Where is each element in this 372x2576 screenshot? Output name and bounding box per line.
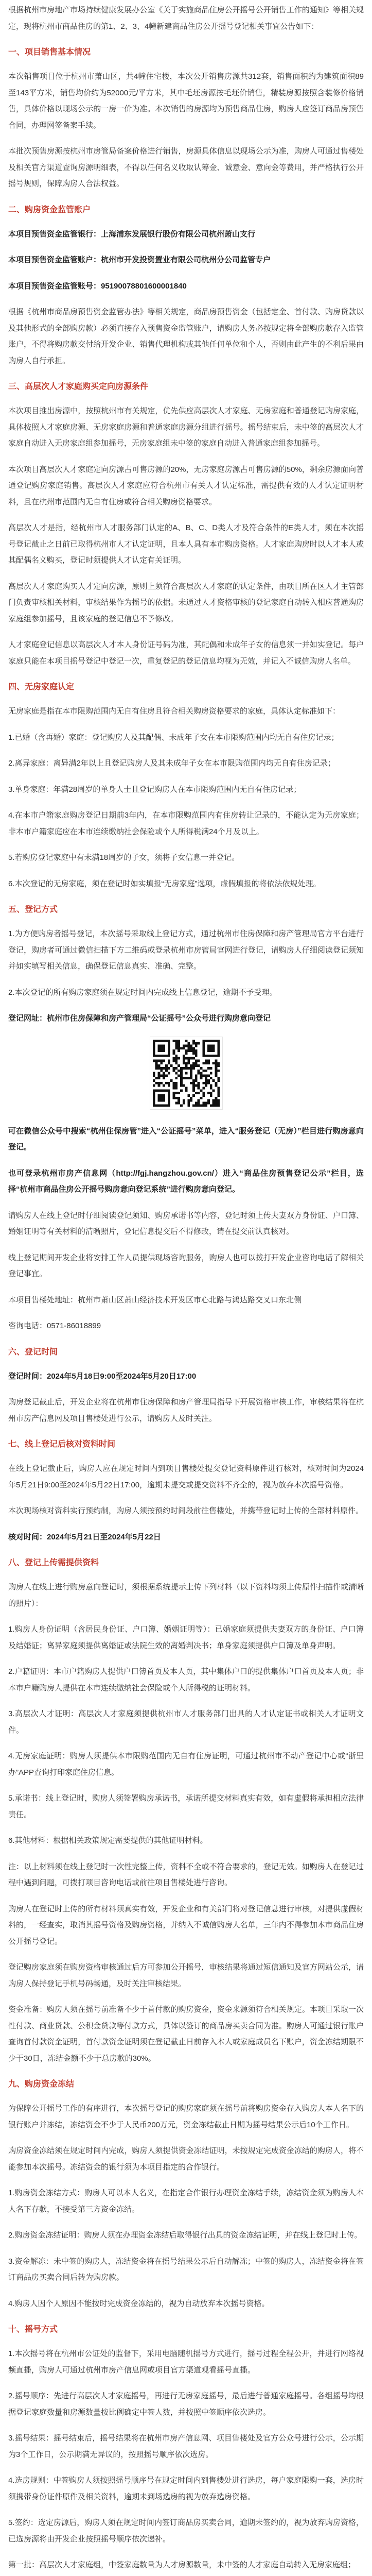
highlight-paragraph: 也可登录杭州市房产信息网（http://fgj.hangzhou.gov.cn/）进入“商品住房预售登记公示”栏目，选择“杭州市商品住房公开摇号购房意向登记系统”进行购房意向登记。	[8, 1168, 364, 1194]
body-paragraph: 6.本次登记的无房家庭，须在登记时如实填报“无房家庭”选项，虚假填报的将依法依规处理。	[8, 879, 321, 888]
highlight-paragraph: 本项目预售资金监管账户：杭州市开发投资置业有限公司杭州分公司监管专户	[8, 256, 271, 264]
body-paragraph: 本批次预售房源按杭州市房管局备案价格进行销售，房源具体信息以现场公示为准，购房人可通过售楼处及相关官方渠道查询房源明细表，不得以任何名义收取认筹金、诚意金、意向金等费用，并严格执行公开摇号规则，保障购房人合法权益。	[8, 147, 364, 188]
body-paragraph: 1.为方便购房者摇号登记，本次摇号采取线上登记方式，通过杭州市住房保障和房产管理局官方平台进行登记，购房者可通过微信扫描下方二维码或登录杭州市房管局官网进行登记，请购房人仔细阅读登记须知并如实填写相关信息，确保登记信息真实、准确、完整。	[8, 929, 364, 971]
section-heading: 二、购房资金监管账户	[8, 205, 91, 214]
body-paragraph: 本次项目推出房源中，按照杭州市有关规定，优先供应高层次人才家庭、无房家庭和普通登记购房家庭，具体按照人才家庭房源、无房家庭房源和普通家庭房源分组进行摇号。摇号结束后，未中签的高层次人才家庭自动进入无房家庭组参加摇号，无房家庭组未中签的家庭自动进入普通家庭组参加摇号。	[8, 406, 364, 448]
body-paragraph: 4.选房规则：中签购房人须按照摇号顺序号在规定时间内到售楼处进行选房，每户家庭限购一套，选房时须携带身份证件原件及相关资料，逾期未到场选房的视为放弃选房资格。	[8, 2476, 364, 2501]
section-heading: 三、高层次人才家庭购买定向房源条件	[8, 382, 149, 391]
body-paragraph: 购房人在线上进行购房意向登记时，须根据系统提示上传下列材料（以下资料均须上传原件扫描件或清晰的照片）：	[8, 1583, 364, 1608]
body-paragraph: 1.购房人身份证明（含居民身份证、户口簿、婚姻证明等）：已婚家庭须提供夫妻双方的身份证、户口簿及结婚证；离异家庭须提供离婚证或法院生效的离婚判决书；单身家庭须提供户口簿及单身声明。	[8, 1625, 364, 1650]
body-paragraph: 5.若购房登记家庭中有未满18周岁的子女，须将子女信息一并登记。	[8, 853, 240, 862]
body-paragraph: 2.离异家庭：离异满2年以上且登记购房人及其未成年子女在本市限购范围内均无自有住房记录；	[8, 759, 335, 768]
body-paragraph: 2.购房资金冻结证明：购房人须在办理资金冻结后取得银行出具的资金冻结证明，并在线上登记时上传。	[8, 2231, 362, 2240]
body-paragraph: 根据杭州市房地产市场持续健康发展办公室《关于实施商品住房公开摇号公开销售工作的通知》等相关规定，现将杭州市商品住房的第1、2、3、4幢新建商品住房公开摇号登记相关事宜公告如下：	[8, 6, 364, 31]
body-paragraph: 6.其他材料：根据相关政策规定需要提供的其他证明材料。	[8, 1836, 208, 1845]
body-paragraph: 2.本次登记的所有购房家庭须在规定时间内完成线上信息登记，逾期不予受理。	[8, 988, 277, 997]
body-paragraph: 1.购房资金冻结方式：购房人可以本人名义，在指定合作银行办理资金冻结手续，冻结资金须为购房人本人名下存款，不接受第三方资金冻结。	[8, 2189, 364, 2214]
body-paragraph: 根据《杭州市商品房预售资金监管办法》等相关规定，商品房预售资金（包括定金、首付款、购房贷款以及其他形式的全部购房款）必须直接存入预售资金监管账户，请购房人务必按规定将全部购房款存入监管账户，不得将购房款交付给开发企业、销售代理机构或其他任何单位和个人，否则由此产生的不利后果由购房人自行承担。	[8, 308, 364, 365]
body-paragraph: 本次现场核对资料实行预约制，购房人须按预约时间段前往售楼处，并携带登记时上传的全部材料原件。	[8, 1506, 364, 1515]
section-heading: 八、登记上传需提供资料	[8, 1558, 99, 1567]
highlight-paragraph: 登记时间：2024年5月18日9:00至2024年5月20日17:00	[8, 1371, 197, 1381]
highlight-paragraph: 登记网址：杭州市住房保障和房产管理局“公证摇号”公众号进行购房意向登记	[8, 1014, 271, 1023]
body-paragraph: 3.单身家庭：年满28周岁的单身人士且登记购房人在本市限购范围内无自有住房记录；	[8, 785, 302, 794]
body-paragraph: 5.承诺书：线上登记时，购房人须签署购房承诺书，承诺所提交材料真实有效，如有虚假将承担相应法律责任。	[8, 1794, 364, 1819]
body-paragraph: 资金准备：购房人须在摇号前准备不少于首付款的购房资金，资金来源须符合相关规定。本项目采取一次性付款、商业贷款、公积金贷款等付款方式，具体以签订的商品房买卖合同为准。购房人可通过银行账户查询首付款资金证明，首付款资金证明须在登记截止日前存入本人或家庭成员名下账户，资金冻结期限不少于30日，冻结金额不少于总房款的30%。	[8, 2005, 364, 2063]
section-heading: 九、购房资金冻结	[8, 2080, 75, 2089]
highlight-paragraph: 核对时间：2024年5月21日至2024年5月22日	[8, 1532, 161, 1541]
body-paragraph: 咨询电话：0571-86018899	[8, 1321, 101, 1330]
body-paragraph: 在线上登记截止后，购房人应在规定时间内到项目售楼处提交登记资料原件进行核对，核对时间为2024年5月21日9:00至2024年5月22日17:00，逾期未提交或提交资料不齐全的，视为放弃本次摇号资格。	[8, 1464, 364, 1489]
body-paragraph: 请购房人在线上登记时仔细阅读登记须知、购房承诺书等内容，登记时须上传夫妻双方身份证、户口簿、婚姻证明等有关材料的清晰照片，登记信息提交后不得修改，请在提交前认真核对。	[8, 1211, 364, 1236]
body-paragraph: 4.在本市户籍家庭购房登记日期前3年内，在本市限购范围内有住房转让记录的，不能认定为无房家庭；非本市户籍家庭应在本市连续缴纳社会保险或个人所得税满24个月及以上。	[8, 811, 364, 836]
body-paragraph: 无房家庭是指在本市限购范围内无自有住房且符合相关购房资格要求的家庭，具体认定标准如下：	[8, 707, 341, 716]
section-heading: 七、线上登记后核对资料时间	[8, 1440, 116, 1449]
body-paragraph: 高层次人才是指，经杭州市人才服务部门认定的A、B、C、D类人才及符合条件的E类人才，须在本次摇号登记截止之日前已取得杭州市人才认定证明，且本人具有本市购房资格。人才家庭购房时以人才本人或其配偶名义购买，登记时须提供人才认定有关证明。	[8, 523, 364, 565]
body-paragraph: 本次销售项目位于杭州市萧山区，共4幢住宅楼，本次公开销售房源共312套，销售面积约为建筑面积89至143平方米，销售均价约为52000元/平方米，其中毛坯房源按毛坯价销售，精装房源按照含装修价格销售，具体价格以现场公示的一房一价为准。本次销售的房源均为预售商品住房，购房人应签订商品房预售合同，办理网签备案手续。	[8, 72, 364, 130]
body-paragraph: 本项目售楼处地址：杭州市萧山区萧山经济技术开发区市心北路与鸿达路交叉口东北侧	[8, 1295, 302, 1304]
body-paragraph: 1.本次摇号将在杭州市公证处的监督下，采用电脑随机摇号方式进行，摇号过程全程公开，并进行网络视频直播，购房人可通过杭州市房产信息网或项目官方渠道观看摇号直播。	[8, 2349, 364, 2375]
body-paragraph: 4.无房家庭证明：购房人须提供本市限购范围内无自有住房证明，可通过杭州市不动产登记中心或“浙里办”APP查询打印家庭住房信息。	[8, 1752, 364, 1777]
body-paragraph: 5.签约：选定房源后，购房人须在规定时间内签订商品房买卖合同，逾期未签约的，视为放弃购房资格，已选房源将由开发企业按照摇号顺序依次递补。	[8, 2518, 364, 2544]
section-heading: 一、项目销售基本情况	[8, 48, 91, 57]
body-paragraph: 人才家庭登记信息以高层次人才本人身份证号码为准，其配偶和未成年子女的信息须一并如实登记。每户家庭只能在本项目摇号登记中登记一次，重复登记的登记信息均视为无效，并记入不诚信购房人名单。	[8, 640, 364, 666]
body-paragraph: 为保障公开摇号工作的有序进行，本次摇号登记的购房家庭须在摇号前将购房资金存入购房人本人名下的银行账户并冻结，冻结资金不少于人民币200万元，资金冻结截止日期为摇号结果公示后10个工作日。	[8, 2104, 364, 2129]
body-paragraph: 2.户籍证明：本市户籍购房人提供户口簿首页及本人页，其中集体户口的提供集体户口首页及本人页；非本市户籍购房人提供在本市连续缴纳社会保险或个人所得税的证明材料。	[8, 1667, 364, 1692]
body-paragraph: 登记购房家庭须在购房资格审核通过后方可参加公开摇号，审核结果将通过短信通知及官方网站公示，请购房人保持登记手机号码畅通，及时关注审核结果。	[8, 1963, 364, 1988]
section-heading: 五、登记方式	[8, 905, 58, 914]
body-paragraph: 3.高层次人才证明：高层次人才家庭须提供杭州市人才服务部门出具的人才认定证书或相关人才证明文件。	[8, 1709, 364, 1735]
body-paragraph: 第一批：高层次人才家庭组，中签家庭数量为人才房源数量，未中签的人才家庭自动转入无房家庭组；	[8, 2561, 356, 2569]
body-paragraph: 本次项目高层次人才家庭定向房源占可售房源的20%，无房家庭房源占可售房源的50%，剩余房源面向普通登记购房家庭销售。高层次人才家庭应符合杭州市有关人才认定标准，需提供有效的人才认定证明材料，且在杭州市范围内无自有住房或符合相关购房资格要求。	[8, 465, 364, 506]
body-paragraph: 购房资金冻结须在规定时间内完成，购房人须提供资金冻结证明，未按规定完成资金冻结的购房人，将不能参加本次摇号。冻结资金的银行须为本项目指定的合作银行。	[8, 2146, 364, 2172]
highlight-paragraph: 本项目预售资金监管账号：95190078801600001840	[8, 281, 187, 291]
body-paragraph: 购房登记截止后，开发企业将在杭州市住房保障和房产管理局指导下开展资格审核工作，审核结果将在杭州市房产信息网及项目售楼处进行公示，请购房人及时关注。	[8, 1398, 364, 1423]
body-paragraph: 线上登记期间开发企业将安排工作人员提供现场咨询服务，购房人也可以拨打开发企业咨询电话了解相关登记事宜。	[8, 1253, 364, 1278]
body-paragraph: 3.资金解冻：未中签的购房人，冻结资金将在摇号结果公示后自动解冻；中签的购房人，冻结资金将在签订商品房买卖合同后转为购房款。	[8, 2257, 364, 2282]
body-paragraph: 3.摇号结果：摇号结束后，摇号结果将在杭州市房产信息网、项目售楼处及官方公众号进行公示，公示期为3个工作日，公示期满无异议的，按照摇号顺序依次选房。	[8, 2434, 364, 2459]
body-paragraph: 高层次人才家庭购买人才定向房源，原则上须符合高层次人才家庭的认定条件，由项目所在区人才主管部门负责审核相关材料，审核结果作为摇号的依据。未通过人才资格审核的登记家庭自动转入相应普通购房家庭组参加摇号，且该家庭的登记信息不予修改。	[8, 582, 364, 623]
section-heading: 十、摇号方式	[8, 2325, 58, 2334]
body-paragraph: 1.已婚（含再婚）家庭：登记购房人及其配偶、未成年子女在本市限购范围内均无自有住房记录；	[8, 733, 339, 742]
body-paragraph: 购房人在登记时上传的所有材料须真实有效，开发企业和有关部门将对登记信息进行审核，对提供虚假材料的，一经查实，取消其摇号资格及购房资格，并纳入不诚信购房人名单，三年内不得参加本市商品住房公开摇号登记。	[8, 1904, 364, 1946]
highlight-paragraph: 本项目预售资金监管银行：上海浦东发展银行股份有限公司杭州萧山支行	[8, 229, 256, 239]
section-heading: 四、无房家庭认定	[8, 683, 75, 691]
section-heading: 六、登记时间	[8, 1347, 58, 1357]
highlight-paragraph: 可在微信公众号中搜索“杭州住保房管”进入“公证摇号”菜单，进入“服务登记（无房）”栏目进行购房意向登记。	[8, 1126, 364, 1151]
body-paragraph: 2.摇号顺序：先进行高层次人才家庭摇号，再进行无房家庭摇号，最后进行普通家庭摇号。各组摇号均根据登记家庭数量和房源数量按比例确定中签人数，并按照中签顺序依次选房。	[8, 2392, 364, 2417]
body-paragraph: 4.购房人因个人原因不能按时完成资金冻结的，视为自动放弃本次摇号资格。	[8, 2299, 270, 2308]
qr-code-icon	[150, 1037, 223, 1110]
body-paragraph: 注：以上材料须在线上登记时一次性完整上传，资料不全或不符合要求的，登记无效。如购房人在登记过程中遇到问题，可拨打项目咨询电话或前往项目售楼处进行咨询。	[8, 1862, 364, 1887]
